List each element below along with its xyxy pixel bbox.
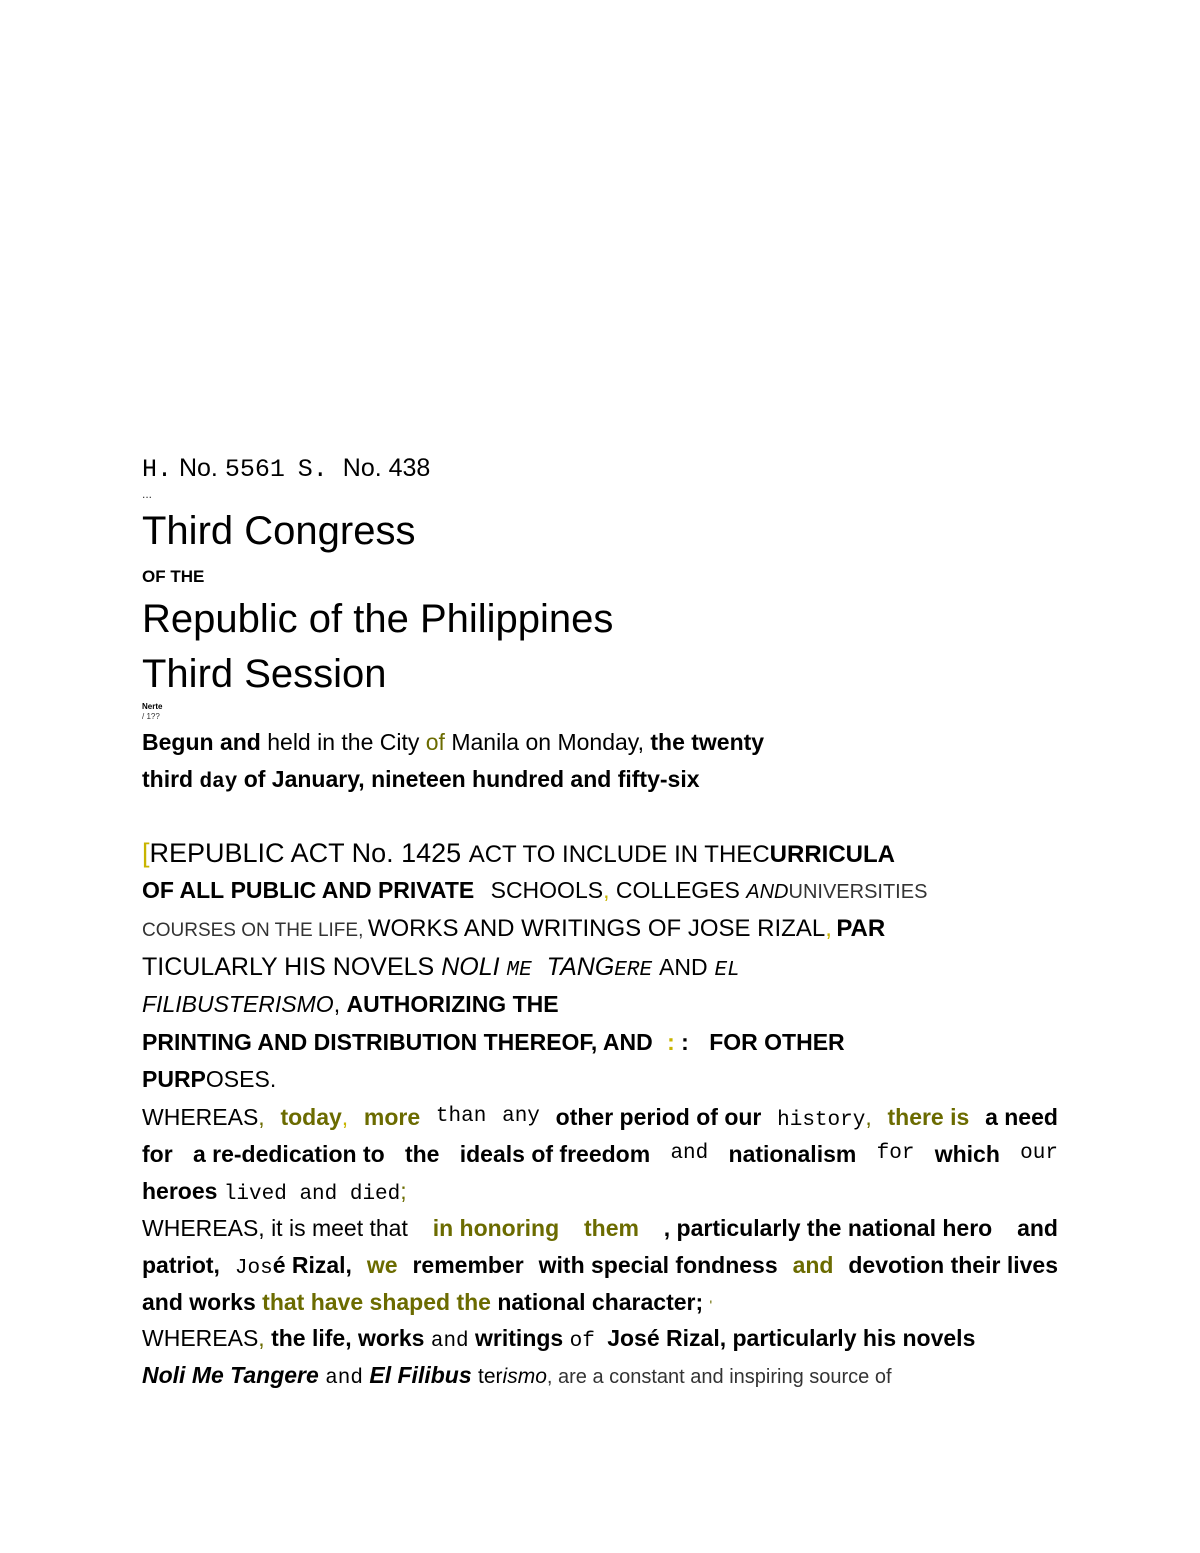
me-text: ME — [506, 959, 532, 982]
national-hero-text: , particularly the national hero — [663, 1215, 993, 1241]
held-text: held in the City — [267, 729, 420, 755]
public-and-private: PUBLIC AND PRIVATE — [230, 877, 475, 903]
that-word: that — [262, 1289, 305, 1315]
and-word: and — [792, 1252, 834, 1278]
and-word: and — [219, 729, 261, 755]
we-word: we — [366, 1252, 398, 1278]
works-writings-text: WORKS AND WRITINGS OF JOSE RIZAL — [367, 915, 826, 942]
house-no-label: No. — [178, 454, 218, 482]
source-text: , are a constant and inspiring source of — [546, 1366, 892, 1388]
margin-mark-2: / 1?? — [142, 712, 160, 721]
patriot-word: patriot, — [142, 1252, 220, 1278]
margin-mark-1: Nerte — [142, 702, 163, 711]
begun-word: Begun — [142, 729, 214, 755]
whereas-3-line-1 — [142, 1327, 975, 1352]
colon-mark: : — [681, 1029, 689, 1055]
republic-act-number: REPUBLIC ACT No. 1425 — [149, 838, 462, 868]
and-word: AND — [659, 954, 708, 980]
begun-line-2 — [142, 768, 700, 793]
which-word: which — [934, 1141, 1000, 1167]
whereas-2-line-2 — [142, 1254, 1058, 1279]
whereas-1-line-3 — [142, 1180, 407, 1205]
whereas-3-line-2 — [142, 1364, 892, 1389]
any-word: any — [502, 1105, 540, 1128]
rededication-text: a re-dedication to — [192, 1141, 385, 1167]
than-word: than — [435, 1105, 487, 1128]
stray-mark: ' — [709, 1297, 713, 1313]
purp-text: PURP — [142, 1066, 206, 1092]
have-shaped-text: have shaped the — [310, 1289, 491, 1315]
session-title: Third Session — [142, 652, 387, 696]
national-character-text: national character; — [497, 1289, 704, 1315]
comma: , — [333, 991, 341, 1017]
senate-bill-number: 438 — [388, 454, 431, 482]
authorizing-text: AUTHORIZING THE — [346, 991, 559, 1017]
and-word: and — [670, 1142, 709, 1165]
date-text: of January, nineteen hundred and fifty-six — [243, 766, 700, 792]
act-line-2 — [142, 879, 927, 902]
ismo-text: ismo — [502, 1365, 547, 1388]
whereas-meet-text: WHEREAS, it is meet that — [142, 1215, 408, 1241]
ter-text: ter — [478, 1365, 503, 1388]
act-line-4 — [142, 955, 740, 981]
whereas-2-line-1 — [142, 1217, 1058, 1240]
and-word: and — [325, 1367, 363, 1390]
ideals-text: ideals of freedom — [459, 1141, 651, 1167]
whereas-2-line-3 — [142, 1291, 712, 1314]
lived-died-text: lived and died — [223, 1183, 401, 1206]
whereas-word: WHEREAS — [142, 1325, 259, 1351]
oses-text: OSES. — [205, 1066, 277, 1092]
colon-mark: : — [667, 1029, 675, 1055]
urricula-text: URRICULA — [769, 841, 895, 868]
in-honoring-text: in honoring — [432, 1215, 560, 1241]
them-word: them — [583, 1215, 639, 1241]
el-text: EL — [714, 959, 740, 982]
our-word: our — [1020, 1142, 1058, 1165]
and-word: and — [430, 1330, 469, 1353]
act-line-6 — [142, 1031, 845, 1054]
remember-word: remember — [412, 1252, 524, 1278]
republic-title: Republic of the Philippines — [142, 597, 614, 641]
whereas-1-line-1 — [142, 1106, 1058, 1131]
whereas-1-line-2 — [142, 1143, 1058, 1166]
house-label: H. — [142, 455, 173, 484]
c-letter: C — [752, 841, 770, 868]
manila-text: Manila on Monday, — [451, 729, 644, 755]
el-filibus-text: El Filibus — [369, 1362, 472, 1388]
particularly-text: TICULARLY HIS NOVELS — [142, 953, 435, 981]
nationalism-word: nationalism — [728, 1141, 857, 1167]
noli-text: NOLI — [441, 953, 500, 981]
day-word: day — [199, 771, 238, 794]
rizal-novels-text: José Rizal, particularly his novels — [607, 1325, 976, 1351]
congress-title: Third Congress — [142, 509, 416, 553]
senate-label: S. — [297, 455, 328, 484]
comma: , — [258, 1325, 265, 1351]
par-text: PAR — [836, 915, 886, 942]
of-word: of — [425, 729, 445, 755]
open-bracket: [ — [142, 838, 150, 868]
of-word: of — [569, 1330, 595, 1353]
schools-text: SCHOOLS — [490, 877, 604, 903]
begun-line-1 — [142, 731, 764, 754]
for-other-text: FOR OTHER — [709, 1029, 845, 1055]
senate-no-label: No. — [342, 454, 382, 482]
comma: , — [341, 1104, 349, 1130]
history-word: history — [777, 1109, 866, 1132]
universities-text: UNIVERSITIES — [788, 881, 928, 903]
filibusterismo-text: FILIBUSTERISMO — [142, 991, 334, 1017]
and-word: AND — [746, 881, 789, 903]
third-word: third — [142, 766, 194, 792]
twenty-text: the twenty — [650, 729, 765, 755]
and-word: and — [1017, 1215, 1058, 1241]
comma: , — [603, 877, 610, 903]
act-line-5 — [142, 993, 559, 1016]
act-to-include: ACT TO INCLUDE IN THE — [468, 841, 753, 868]
comma: , — [825, 915, 832, 942]
period-text: other period of our — [555, 1104, 762, 1130]
more-word: more — [363, 1104, 421, 1130]
printing-text: PRINTING AND DISTRIBUTION THEREOF, AND — [142, 1029, 653, 1055]
semicolon: ; — [400, 1178, 407, 1204]
act-line-7 — [142, 1068, 276, 1091]
act-line-3 — [142, 917, 885, 941]
header-dots: ... — [142, 487, 153, 501]
act-line-1 — [142, 840, 895, 867]
heroes-word: heroes — [142, 1178, 218, 1204]
rizal-text: é Rizal, — [272, 1252, 352, 1278]
colleges-text: COLLEGES — [615, 877, 740, 903]
comma: , — [865, 1104, 872, 1130]
the-word: the — [404, 1141, 440, 1167]
of-the-label: OF THE — [142, 567, 205, 586]
tang-text: TANG — [546, 953, 615, 981]
writings-word: writings — [475, 1325, 564, 1351]
noli-me-tangere-title: Noli Me Tangere — [142, 1362, 319, 1388]
courses-text: COURSES ON THE LIFE, — [142, 920, 364, 941]
comma: , — [258, 1104, 265, 1130]
jos-text: Jos — [234, 1257, 273, 1280]
today-word: today — [280, 1104, 342, 1130]
and-works-text: and works — [142, 1289, 256, 1315]
ere-text: ERE — [614, 959, 653, 982]
devotion-text: devotion their lives — [848, 1252, 1058, 1278]
a-need-text: a need — [985, 1104, 1058, 1130]
there-is-text: there is — [887, 1104, 970, 1130]
life-works-text: the life, works — [271, 1325, 425, 1351]
for-word: for — [876, 1142, 915, 1165]
of-all: OF ALL — [142, 877, 225, 903]
whereas-word: WHEREAS — [142, 1104, 259, 1130]
fondness-text: with special fondness — [538, 1252, 778, 1278]
for-word: for — [142, 1141, 173, 1167]
bill-reference — [142, 456, 430, 482]
house-bill-number: 5561 — [224, 455, 285, 484]
